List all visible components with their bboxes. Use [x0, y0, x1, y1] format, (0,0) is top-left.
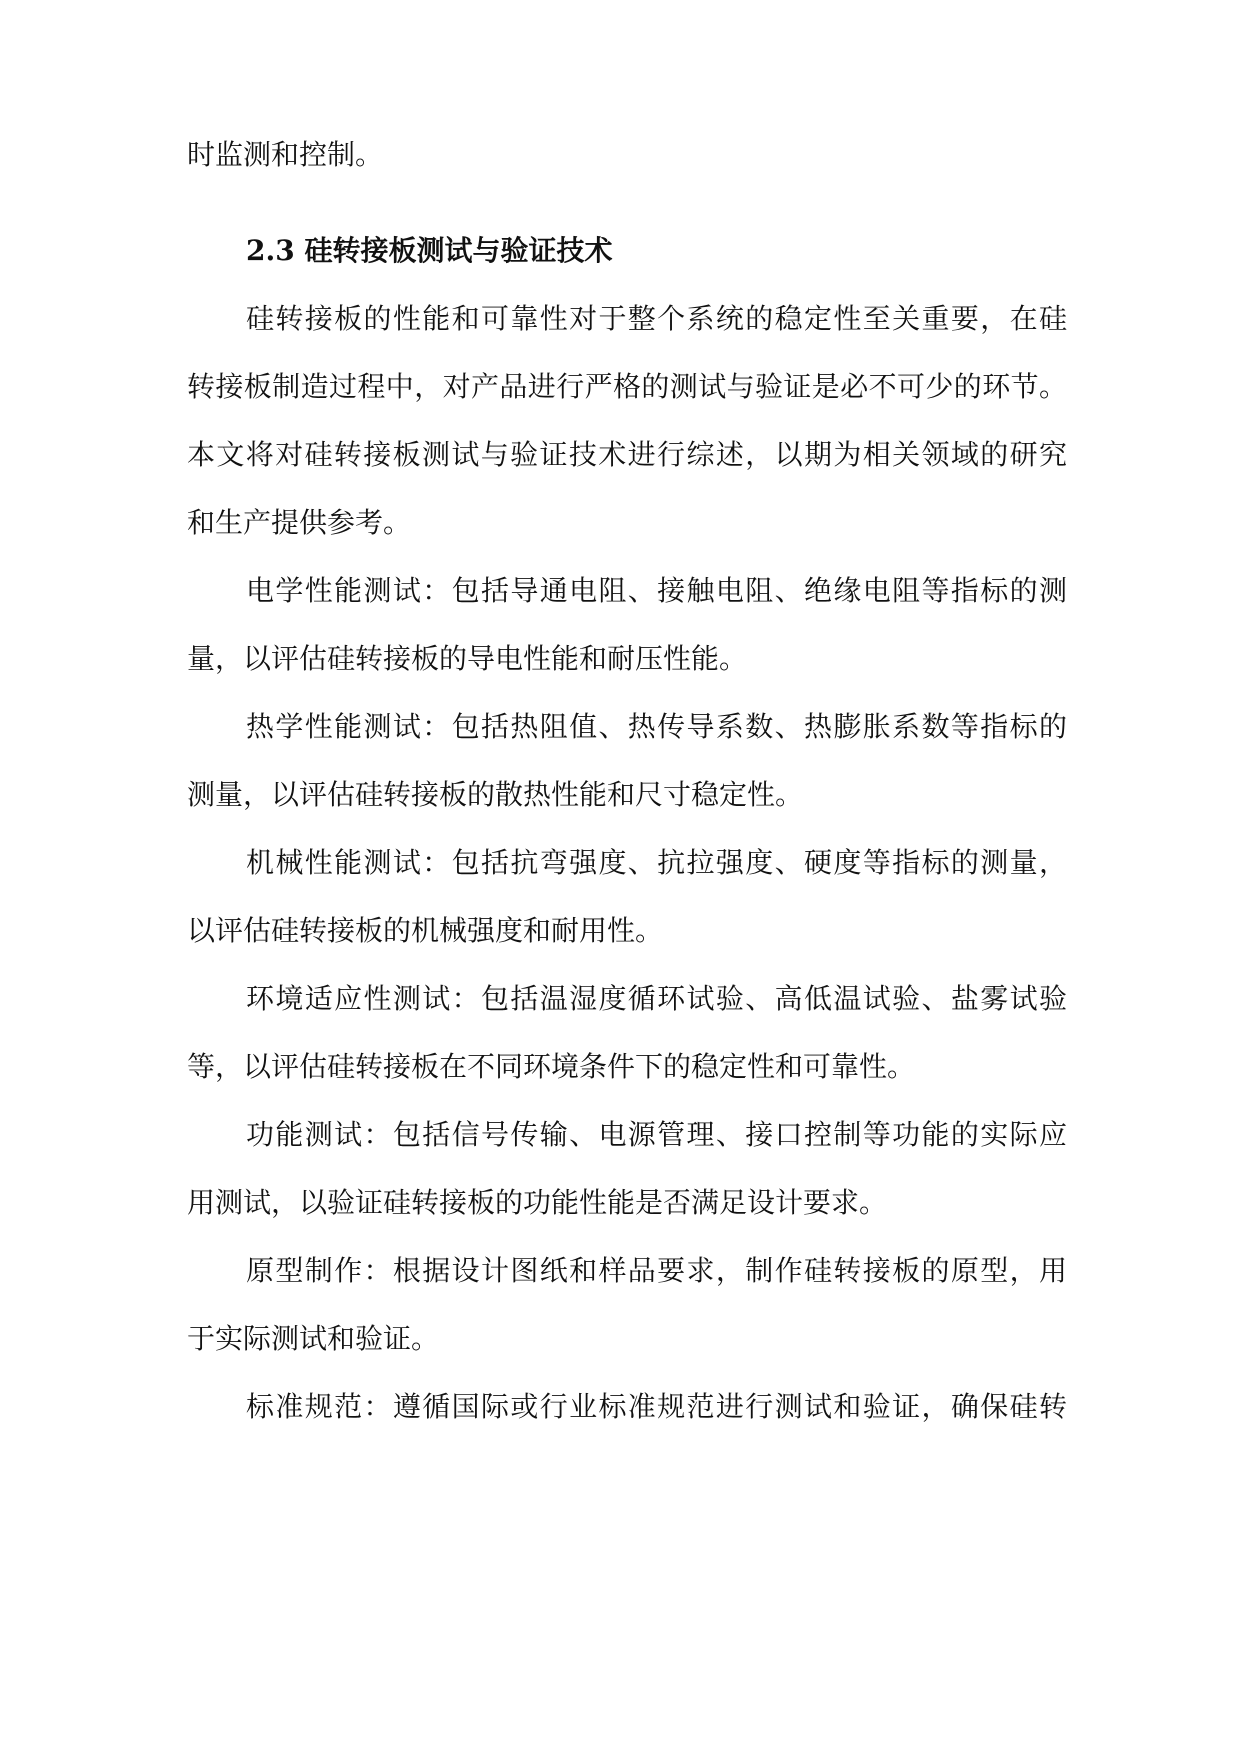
paragraph-1-line-4: 和生产提供参考。: [187, 506, 412, 539]
paragraph-6-line-1: 功能测试：包括信号传输、电源管理、接口控制等功能的实际应: [246, 1118, 1067, 1151]
continuation-line: 时监测和控制。: [187, 138, 384, 171]
paragraph-7-line-2: 于实际测试和验证。: [187, 1322, 440, 1355]
paragraph-7-line-1: 原型制作：根据设计图纸和样品要求，制作硅转接板的原型，用: [246, 1254, 1067, 1287]
paragraph-2-line-2: 量，以评估硅转接板的导电性能和耐压性能。: [187, 642, 748, 675]
paragraph-6-line-2: 用测试，以验证硅转接板的功能性能是否满足设计要求。: [187, 1186, 888, 1219]
paragraph-1-line-1: 硅转接板的性能和可靠性对于整个系统的稳定性至关重要，在硅: [246, 302, 1067, 335]
paragraph-3-line-2: 测量，以评估硅转接板的散热性能和尺寸稳定性。: [187, 778, 804, 811]
paragraph-4-line-2: 以评估硅转接板的机械强度和耐用性。: [187, 914, 664, 947]
paragraph-8-line-1: 标准规范：遵循国际或行业标准规范进行测试和验证，确保硅转: [246, 1390, 1067, 1423]
paragraph-2-line-1: 电学性能测试：包括导通电阻、接触电阻、绝缘电阻等指标的测: [246, 574, 1067, 607]
paragraph-3-line-1: 热学性能测试：包括热阻值、热传导系数、热膨胀系数等指标的: [246, 710, 1067, 743]
paragraph-4-line-1: 机械性能测试：包括抗弯强度、抗拉强度、硬度等指标的测量，: [246, 846, 1067, 879]
paragraph-1-line-2: 转接板制造过程中，对产品进行严格的测试与验证是必不可少的环节。: [187, 370, 1067, 403]
section-heading: 2.3 硅转接板测试与验证技术: [246, 234, 613, 267]
paragraph-1-line-3: 本文将对硅转接板测试与验证技术进行综述，以期为相关领域的研究: [187, 438, 1067, 471]
paragraph-5-line-1: 环境适应性测试：包括温湿度循环试验、高低温试验、盐雾试验: [246, 982, 1067, 1015]
paragraph-5-line-2: 等，以评估硅转接板在不同环境条件下的稳定性和可靠性。: [187, 1050, 916, 1083]
